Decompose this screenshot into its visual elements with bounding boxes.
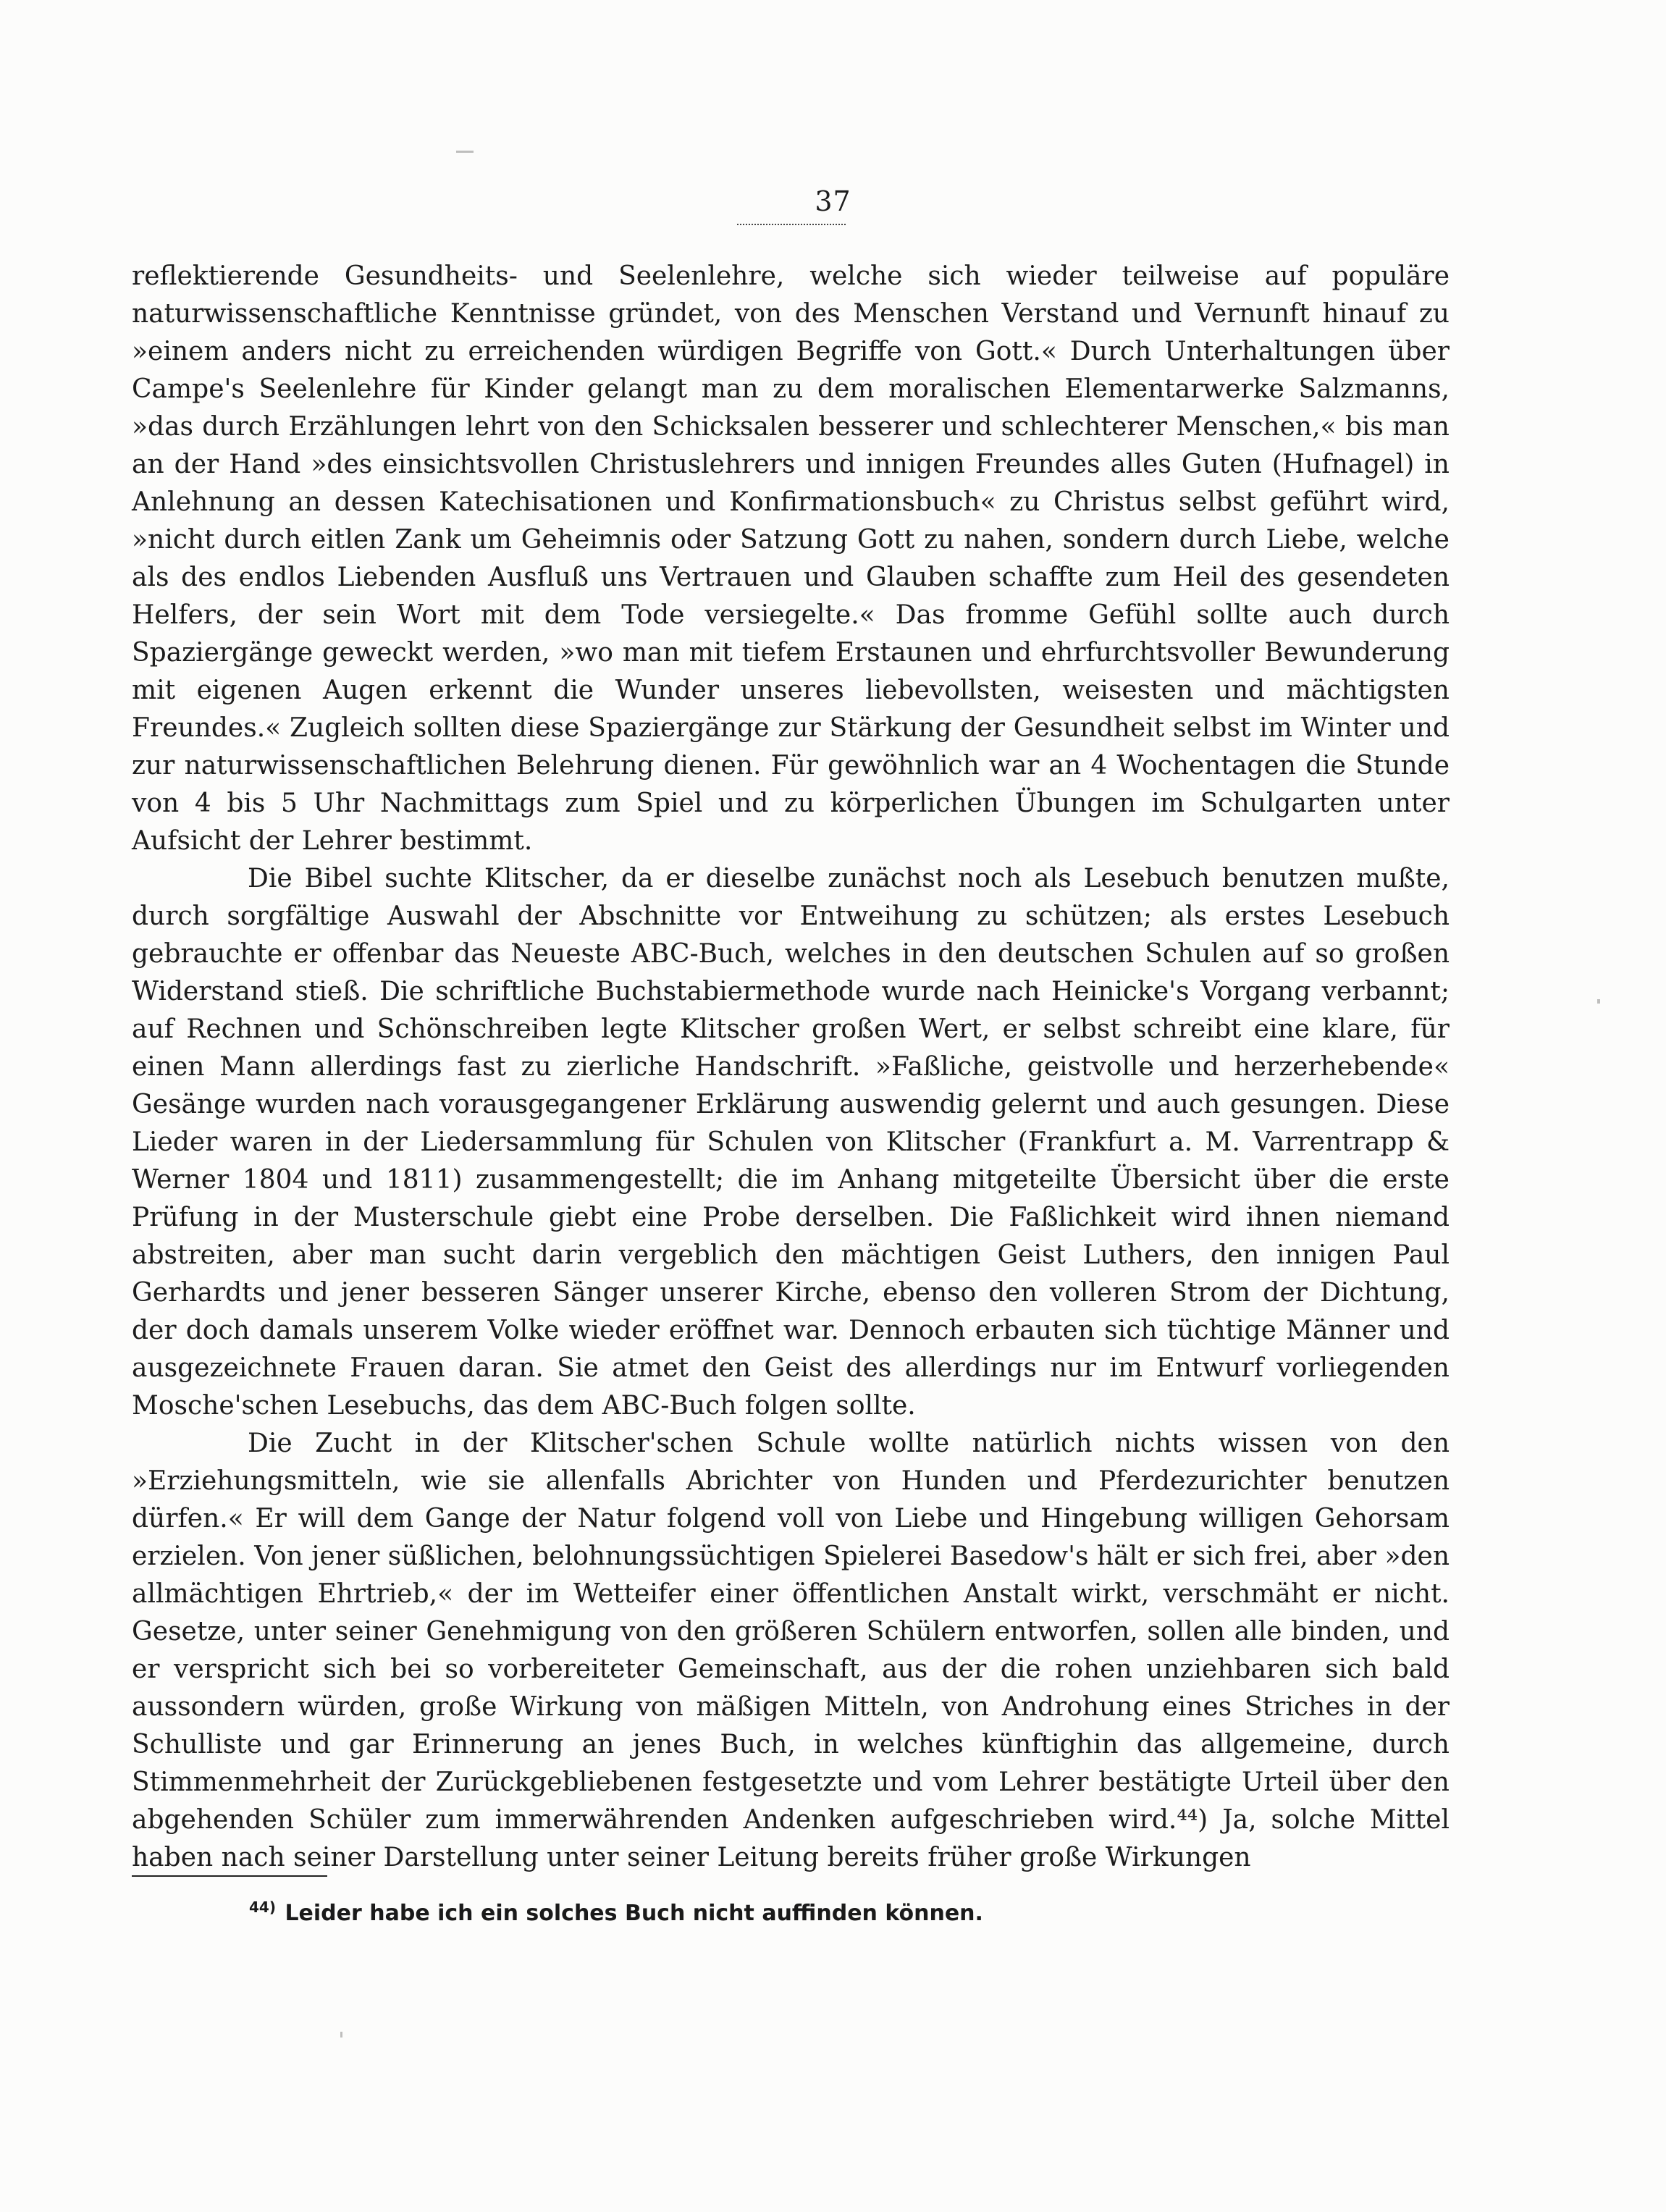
paragraph-1: reflektierende Gesundheits- und Seelenlehre, welche sich wieder teilweise auf populäre naturwissenschaftliche Kenntnisse gründet, von des Menschen Verstand und Vernunft hinauf zu »einem anders nicht zu erreichenden würdigen Begriffe von Gott.« Durch Unterhaltungen über Campe's Seelenlehre für Kinder gelangt man zu dem moralischen Elementarwerke Salzmanns, »das durch Erzählungen lehrt von den Schicksalen besserer und schlechterer Menschen,« bis man an der Hand »des einsichtsvollen Christuslehrers und innigen Freundes alles Guten (Hufnagel) in Anlehnung an dessen Katechisationen und Konfirmationsbuch« zu Christus selbst geführt wird, »nicht durch eitlen Zank um Geheimnis oder Satzung Gott zu nahen, sondern durch Liebe, welche als des endlos Liebenden Ausfluß uns Vertrauen und Glauben schaffte zum Heil des gesendeten Helfers, der sein Wort mit dem Tode versiegelte.« Das fromme Gefühl sollte auch durch Spaziergänge geweckt werden, »wo man mit tiefem Erstaunen und ehrfurchtsvoller Bewunderung mit eigenen Augen erkennt die Wunder unseres liebevollsten, weisesten und mächtigsten Freundes.« Zugleich sollten diese Spaziergänge zur Stärkung der Gesundheit selbst im Winter und zur naturwissenschaftlichen Belehrung dienen. Für gewöhnlich war an 4 Wochentagen die Stunde von 4 bis 5 Uhr Nachmittags zum Spiel und zu körperlichen Übungen im Schulgarten unter Aufsicht der Lehrer bestimmt. [132,261,1450,856]
paragraph-3: Die Zucht in der Klitscher'schen Schule wollte natürlich nichts wissen von den »Erziehungsmitteln, wie sie allenfalls Abrichter von Hunden und Pferdezurichter benutzen dürfen.« Er will dem Gange der Natur folgend voll von Liebe und Hingebung willigen Gehorsam erzielen. Von jener süßlichen, belohnungssüchtigen Spielerei Basedow's hält er sich frei, aber »den allmächtigen Ehrtrieb,« der im Wetteifer einer öffentlichen Anstalt wirkt, verschmäht er nicht. Gesetze, unter seiner Genehmigung von den größeren Schülern entworfen, sollen alle binden, und er verspricht sich bei so vorbereiteter Gemeinschaft, aus der die rohen unziehbaren sich bald aussondern würden, große Wirkung von mäßigen Mitteln, von Androhung eines Striches in der Schulliste und gar Erinnerung an jenes Buch, in welches künftighin das allgemeine, durch Stimmenmehrheit der Zurückgebliebenen festgesetzte und vom Lehrer bestätigte Urteil über den abgehenden Schüler zum immerwährenden Andenken aufgeschrieben wird.⁴⁴) Ja, solche Mittel haben nach seiner Darstellung unter seiner Leitung bereits früher große Wirkungen [132,1429,1450,1872]
paragraph-2: Die Bibel suchte Klitscher, da er dieselbe zunächst noch als Lesebuch benutzen mußte, durch sorgfältige Auswahl der Abschnitte vor Entweihung zu schützen; als erstes Lesebuch gebrauchte er offenbar das Neueste ABC-Buch, welches in den deutschen Schulen auf so großen Widerstand stieß. Die schriftliche Buchstabiermethode wurde nach Heinicke's Vorgang verbannt; auf Rechnen und Schönschreiben legte Klitscher großen Wert, er selbst schreibt eine klare, für einen Mann allerdings fast zu zierliche Handschrift. »Faßliche, geistvolle und herzerhebende« Gesänge wurden nach vorausgegangener Erklärung auswendig gelernt und auch gesungen. Diese Lieder waren in der Liedersammlung für Schulen von Klitscher (Frankfurt a. M. Varrentrapp & Werner 1804 und 1811) zusammengestellt; die im Anhang mitgeteilte Übersicht über die erste Prüfung in der Musterschule giebt eine Probe derselben. Die Faßlichkeit wird ihnen niemand abstreiten, aber man sucht darin vergeblich den mächtigen Geist Luthers, den innigen Paul Gerhardts und jener besseren Sänger unserer Kirche, ebenso den volleren Strom der Dichtung, der doch damals unserem Volke wieder eröffnet war. Dennoch erbauten sich tüchtige Männer und ausgezeichnete Frauen daran. Sie atmet den Geist des allerdings nur im Entwurf vorliegenden Mosche'schen Lesebuchs, das dem ABC-Buch folgen sollte. [132,864,1450,1421]
page-number: 37 [815,185,851,217]
footnote-marker: 44) [249,1898,276,1916]
scan-speck [340,2032,342,2038]
footnote [249,1898,983,1926]
scan-speck [1597,999,1600,1004]
footnote-text: Leider habe ich ein solches Buch nicht auffinden können. [285,1901,983,1926]
footnote-divider [132,1875,327,1877]
page-number-ornament [737,224,846,225]
scan-speck [456,151,474,153]
body-text [132,258,1450,1877]
